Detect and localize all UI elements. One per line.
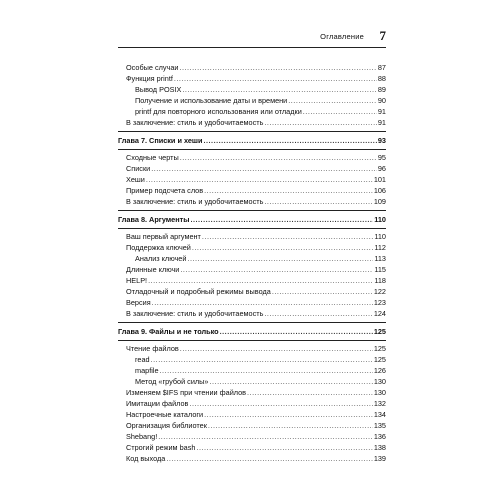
toc-chapter[interactable] <box>118 214 386 225</box>
toc-entry[interactable] <box>118 62 386 73</box>
toc-entry-title: Сходные черты <box>126 153 179 162</box>
toc-entry-page: 118 <box>374 276 386 285</box>
section-rule <box>118 228 386 229</box>
toc-entry-page: 110 <box>374 215 386 224</box>
dot-leader <box>204 409 373 420</box>
header-title: Оглавление <box>320 32 364 41</box>
toc-entry-title: Отладочный и подробный режимы вывода <box>126 287 271 296</box>
toc-entry-title: mapfile <box>135 366 159 375</box>
toc-entry-page: 138 <box>373 443 386 452</box>
dot-leader <box>151 354 373 365</box>
toc-entry-page: 113 <box>374 254 386 263</box>
toc-entry-page: 123 <box>373 298 386 307</box>
toc-entry-title: Метод «грубой силы» <box>135 377 209 386</box>
page-number: 7 <box>379 28 386 43</box>
toc-entry-title: HELP! <box>126 276 148 285</box>
toc-entry-page: 91 <box>377 107 386 116</box>
dot-leader <box>264 196 372 207</box>
toc-entry-page: 89 <box>377 85 386 94</box>
toc-entry-page: 106 <box>373 186 386 195</box>
toc-entry-page: 87 <box>377 63 386 72</box>
table-of-contents <box>118 62 386 464</box>
toc-entry-title: Ваш первый аргумент <box>126 232 201 241</box>
toc-entry[interactable] <box>118 185 386 196</box>
toc-entry[interactable] <box>118 106 386 117</box>
toc-entry[interactable] <box>118 231 386 242</box>
toc-entry[interactable] <box>118 95 386 106</box>
toc-chapter[interactable] <box>118 135 386 146</box>
dot-leader <box>187 253 373 264</box>
dot-leader <box>264 117 376 128</box>
dot-leader <box>303 106 377 117</box>
header-rule <box>118 47 386 48</box>
toc-entry-page: 134 <box>373 410 386 419</box>
dot-leader <box>182 84 376 95</box>
dot-leader <box>152 297 373 308</box>
toc-entry[interactable] <box>118 84 386 95</box>
running-header <box>118 28 386 50</box>
toc-entry-page: 132 <box>373 399 386 408</box>
toc-entry-title: Анализ ключей <box>135 254 187 263</box>
dot-leader <box>247 387 373 398</box>
toc-entry[interactable] <box>118 420 386 431</box>
toc-entry[interactable] <box>118 163 386 174</box>
toc-entry-title: Получение и использование даты и времени <box>135 96 288 105</box>
toc-entry-page: 91 <box>377 118 386 127</box>
dot-leader <box>203 135 376 146</box>
toc-entry-page: 110 <box>374 232 386 241</box>
toc-entry-page: 125 <box>373 344 386 353</box>
dot-leader <box>160 365 373 376</box>
toc-entry-title: Глава 7. Списки и хеши <box>118 136 203 145</box>
toc-entry-title: Вывод POSIX <box>135 85 182 94</box>
dot-leader <box>288 95 377 106</box>
toc-entry[interactable] <box>118 453 386 464</box>
toc-entry[interactable] <box>118 442 386 453</box>
toc-entry-page: 109 <box>373 197 386 206</box>
toc-entry-page: 136 <box>373 432 386 441</box>
toc-entry[interactable] <box>118 242 386 253</box>
toc-entry-title: Изменяем $IFS при чтении файлов <box>126 388 247 397</box>
section-rule <box>118 210 386 211</box>
toc-entry-title: Глава 8. Аргументы <box>118 215 190 224</box>
toc-entry[interactable] <box>118 308 386 319</box>
toc-entry[interactable] <box>118 398 386 409</box>
toc-entry-title: В заключение: стиль и удобочитаемость <box>126 197 264 206</box>
toc-entry-title: Shebang! <box>126 432 158 441</box>
toc-chapter[interactable] <box>118 326 386 337</box>
section-rule <box>118 322 386 323</box>
dot-leader <box>272 286 373 297</box>
toc-entry[interactable] <box>118 152 386 163</box>
dot-leader <box>189 398 372 409</box>
toc-entry-page: 101 <box>373 175 386 184</box>
toc-entry-page: 139 <box>373 454 386 463</box>
toc-entry-page: 95 <box>377 153 386 162</box>
dot-leader <box>148 275 373 286</box>
toc-entry-title: В заключение: стиль и удобочитаемость <box>126 309 264 318</box>
dot-leader <box>202 231 373 242</box>
dot-leader <box>151 163 377 174</box>
toc-entry-page: 112 <box>374 243 386 252</box>
toc-entry-title: Глава 9. Файлы и не только <box>118 327 219 336</box>
toc-entry[interactable] <box>118 174 386 185</box>
dot-leader <box>264 308 372 319</box>
toc-entry-page: 115 <box>374 265 386 274</box>
dot-leader <box>209 376 372 387</box>
dot-leader <box>180 343 373 354</box>
toc-entry-page: 122 <box>373 287 386 296</box>
toc-entry[interactable] <box>118 264 386 275</box>
toc-entry-page: 126 <box>373 366 386 375</box>
toc-entry-title: Настроечные каталоги <box>126 410 204 419</box>
section-rule <box>118 340 386 341</box>
section-rule <box>118 131 386 132</box>
dot-leader <box>196 442 372 453</box>
dot-leader <box>190 214 373 225</box>
toc-entry-title: Организация библиотек <box>126 421 207 430</box>
toc-entry[interactable] <box>118 297 386 308</box>
toc-entry-title: Списки <box>126 164 151 173</box>
dot-leader <box>146 174 373 185</box>
dot-leader <box>180 152 377 163</box>
dot-leader <box>192 242 373 253</box>
toc-entry-page: 130 <box>373 388 386 397</box>
dot-leader <box>179 62 376 73</box>
toc-entry-page: 93 <box>377 136 386 145</box>
dot-leader <box>180 264 373 275</box>
toc-entry-title: Хеши <box>126 175 145 184</box>
toc-entry-title: Чтение файлов <box>126 344 179 353</box>
toc-entry-title: Имитации файлов <box>126 399 189 408</box>
toc-entry-page: 96 <box>377 164 386 173</box>
toc-entry[interactable] <box>118 365 386 376</box>
toc-entry-title: В заключение: стиль и удобочитаемость <box>126 118 264 127</box>
section-rule <box>118 149 386 150</box>
dot-leader <box>208 420 373 431</box>
toc-entry-title: printf для повторного использования или отладки <box>135 107 302 116</box>
dot-leader <box>174 73 377 84</box>
toc-entry-page: 88 <box>377 74 386 83</box>
toc-entry[interactable] <box>118 73 386 84</box>
toc-entry-title: Функция printf <box>126 74 173 83</box>
toc-entry-title: Код выхода <box>126 454 166 463</box>
toc-entry[interactable] <box>118 343 386 354</box>
toc-entry[interactable] <box>118 253 386 264</box>
toc-entry-page: 124 <box>373 309 386 318</box>
toc-entry[interactable] <box>118 376 386 387</box>
toc-entry-title: read <box>135 355 150 364</box>
toc-entry-title: Пример подсчета слов <box>126 186 204 195</box>
toc-entry-page: 125 <box>373 327 386 336</box>
toc-entry-page: 130 <box>373 377 386 386</box>
toc-entry-title: Особые случаи <box>126 63 179 72</box>
toc-entry-page: 90 <box>377 96 386 105</box>
toc-entry-page: 125 <box>373 355 386 364</box>
toc-entry-title: Строгий режим bash <box>126 443 196 452</box>
toc-entry-title: Версия <box>126 298 151 307</box>
toc-entry[interactable] <box>118 387 386 398</box>
toc-entry-page: 135 <box>373 421 386 430</box>
dot-leader <box>220 326 373 337</box>
toc-entry[interactable] <box>118 117 386 128</box>
toc-entry-title: Длинные ключи <box>126 265 180 274</box>
dot-leader <box>166 453 372 464</box>
toc-entry[interactable] <box>118 196 386 207</box>
toc-entry-title: Поддержка ключей <box>126 243 191 252</box>
dot-leader <box>158 431 373 442</box>
dot-leader <box>204 185 373 196</box>
toc-entry[interactable] <box>118 275 386 286</box>
toc-entry[interactable] <box>118 431 386 442</box>
toc-entry[interactable] <box>118 286 386 297</box>
toc-entry[interactable] <box>118 354 386 365</box>
toc-entry[interactable] <box>118 409 386 420</box>
